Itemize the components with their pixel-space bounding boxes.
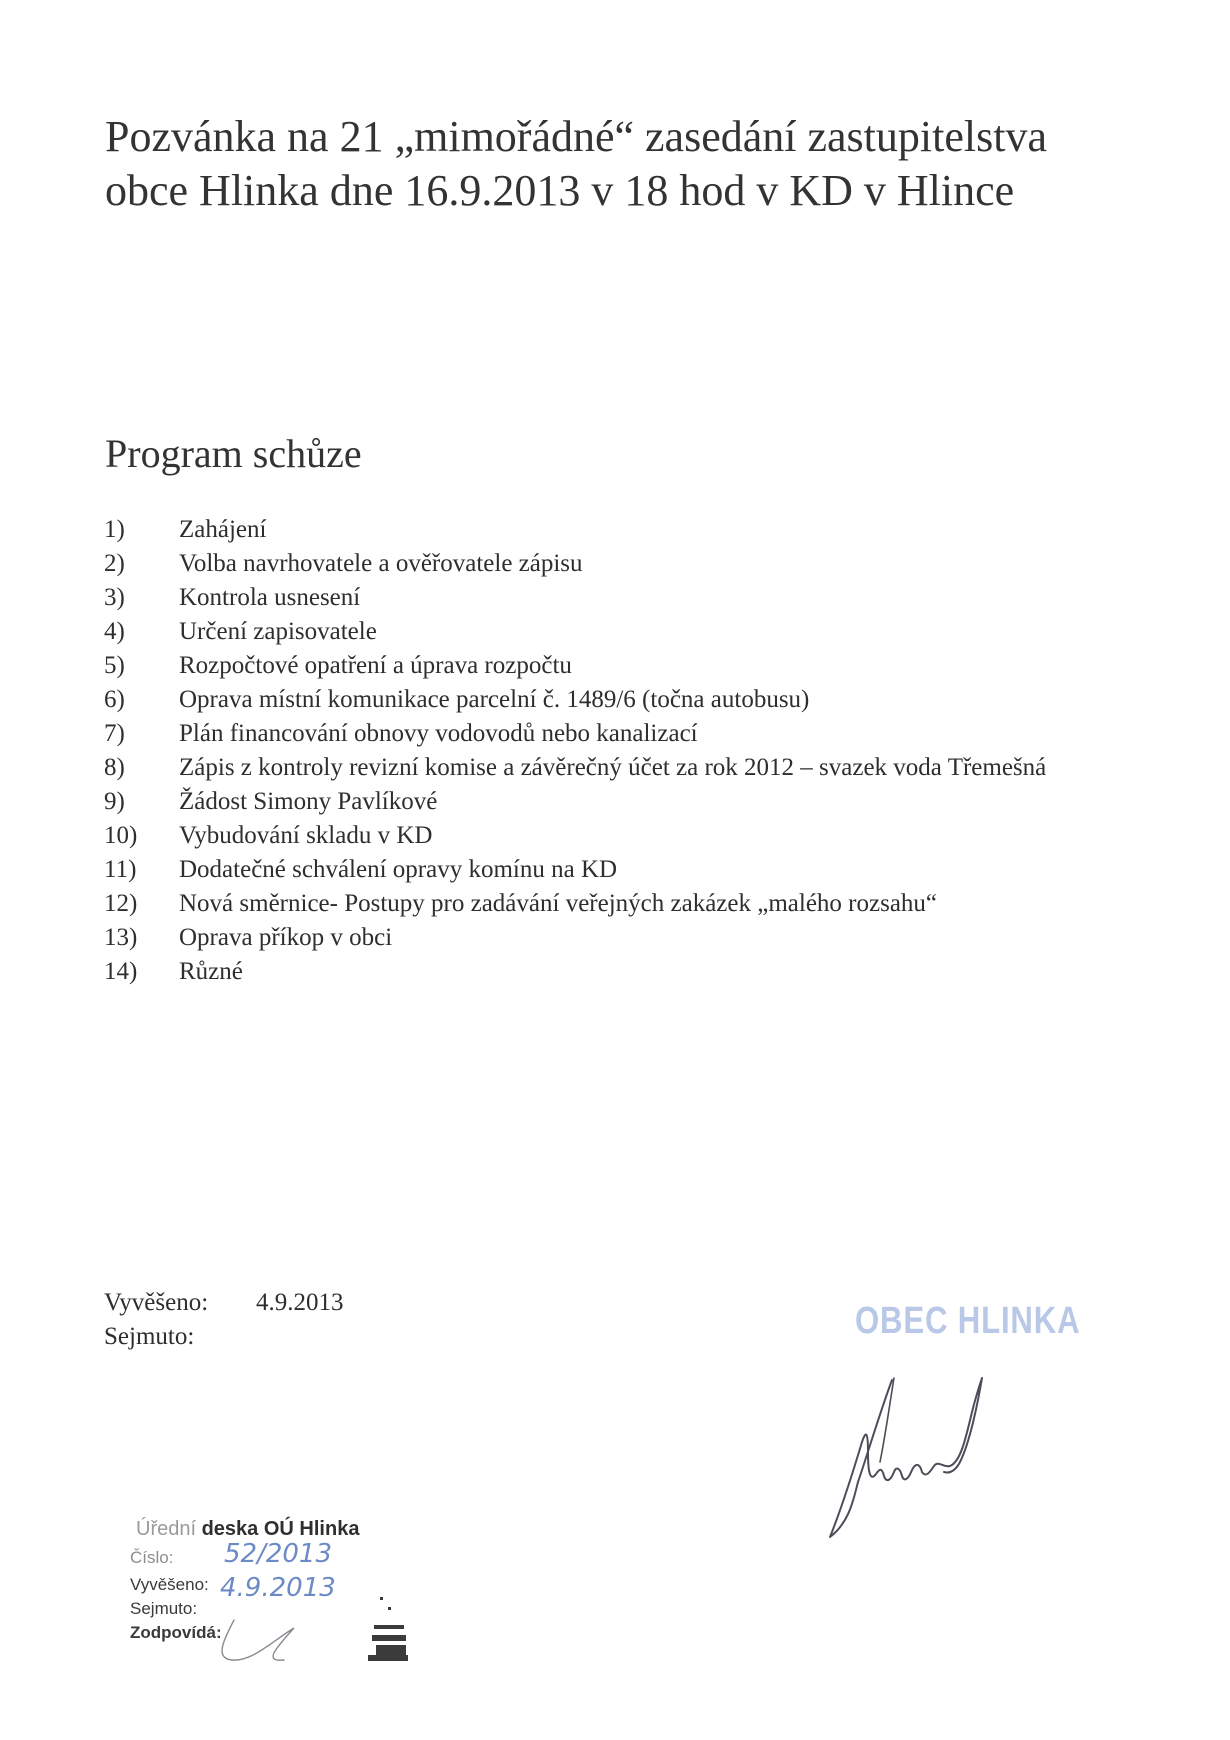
agenda-item bbox=[104, 683, 1104, 717]
title-line-2: obce Hlinka dne 16.9.2013 v 18 hod v KD v Hlince bbox=[105, 166, 1015, 215]
agenda-item bbox=[104, 649, 1104, 683]
municipality-stamp: OBEC HLINKA bbox=[855, 1300, 1081, 1342]
agenda-item bbox=[104, 887, 1104, 921]
stamp-posted-label: Vyvěšeno: bbox=[130, 1575, 209, 1594]
agenda-item-text: Zápis z kontroly revizní komise a závěrečný účet za rok 2012 – svazek voda Třemešná bbox=[179, 754, 1047, 781]
agenda-item bbox=[104, 513, 1104, 547]
agenda-item-text: Žádost Simony Pavlíkové bbox=[179, 788, 438, 815]
agenda-item bbox=[104, 581, 1104, 615]
posted-label: Vyvěšeno: bbox=[104, 1289, 209, 1316]
stamp-number-value: 52/2013 bbox=[224, 1539, 333, 1569]
agenda-item bbox=[104, 547, 1104, 581]
agenda-item-number: 10) bbox=[104, 822, 138, 849]
agenda-item bbox=[104, 717, 1104, 751]
agenda-item-number: 12) bbox=[104, 890, 138, 917]
agenda-item bbox=[104, 921, 1104, 955]
agenda-item bbox=[104, 615, 1104, 649]
stamp-header bbox=[136, 1518, 359, 1541]
agenda-item-text: Vybudování skladu v KD bbox=[179, 822, 433, 849]
agenda-item-number: 4) bbox=[104, 618, 125, 645]
agenda-item-number: 13) bbox=[104, 924, 138, 951]
agenda-item-text: Volba navrhovatele a ověřovatele zápisu bbox=[179, 550, 583, 577]
agenda-item-text: Zahájení bbox=[179, 516, 267, 543]
agenda-item bbox=[104, 853, 1104, 887]
invitation-title bbox=[105, 110, 1145, 218]
stamp-header-faint: Úřední bbox=[136, 1518, 197, 1540]
agenda-item-text: Nová směrnice- Postupy pro zadávání veřejných zakázek „malého rozsahu“ bbox=[179, 890, 938, 917]
posted-row bbox=[104, 1286, 344, 1320]
stamp-removed-label: Sejmuto: bbox=[130, 1599, 198, 1618]
removed-label: Sejmuto: bbox=[104, 1323, 195, 1350]
posted-date: 4.9.2013 bbox=[256, 1289, 344, 1316]
agenda-item bbox=[104, 819, 1104, 853]
agenda-item-number: 5) bbox=[104, 652, 125, 679]
agenda-item-number: 1) bbox=[104, 516, 125, 543]
stamp-posted-value: 4.9.2013 bbox=[220, 1573, 336, 1603]
stamp-initials bbox=[204, 1610, 324, 1670]
agenda-item-number: 14) bbox=[104, 958, 138, 985]
posting-info bbox=[104, 1286, 344, 1354]
agenda-item-number: 8) bbox=[104, 754, 125, 781]
program-heading: Program schůze bbox=[105, 431, 362, 476]
agenda-item-number: 7) bbox=[104, 720, 125, 747]
agenda-item-text: Rozpočtové opatření a úprava rozpočtu bbox=[179, 652, 572, 679]
agenda-item-text: Plán financování obnovy vodovodů nebo kanalizací bbox=[179, 720, 698, 747]
agenda-item-number: 9) bbox=[104, 788, 125, 815]
agenda-item-text: Kontrola usnesení bbox=[179, 584, 361, 611]
title-line-1: Pozvánka na 21 „mimořádné“ zasedání zastupitelstva bbox=[105, 112, 1047, 161]
removed-row bbox=[104, 1320, 344, 1354]
notice-board-stamp bbox=[124, 1515, 424, 1675]
agenda-item-number: 3) bbox=[104, 584, 125, 611]
agenda-item-text: Určení zapisovatele bbox=[179, 618, 377, 645]
agenda-item-text: Oprava příkop v obci bbox=[179, 924, 393, 951]
agenda-item-number: 11) bbox=[104, 856, 137, 883]
agenda-item-text: Oprava místní komunikace parcelní č. 1489/6 (točna autobusu) bbox=[179, 686, 810, 713]
stamp-number-label: Číslo: bbox=[130, 1548, 174, 1567]
agenda-item bbox=[104, 955, 1104, 989]
agenda-item-text: Dodatečné schválení opravy komínu na KD bbox=[179, 856, 618, 883]
stamp-header-text: deska OÚ Hlinka bbox=[201, 1518, 360, 1540]
agenda-item-number: 2) bbox=[104, 550, 125, 577]
agenda-list bbox=[104, 513, 1104, 989]
signature bbox=[810, 1372, 1000, 1542]
stamp-responsible-label: Zodpovídá: bbox=[130, 1623, 222, 1642]
agenda-item-number: 6) bbox=[104, 686, 125, 713]
agenda-item bbox=[104, 785, 1104, 819]
stamp-texture bbox=[354, 1595, 414, 1665]
agenda-item-text: Různé bbox=[179, 958, 243, 985]
agenda-item bbox=[104, 751, 1104, 785]
